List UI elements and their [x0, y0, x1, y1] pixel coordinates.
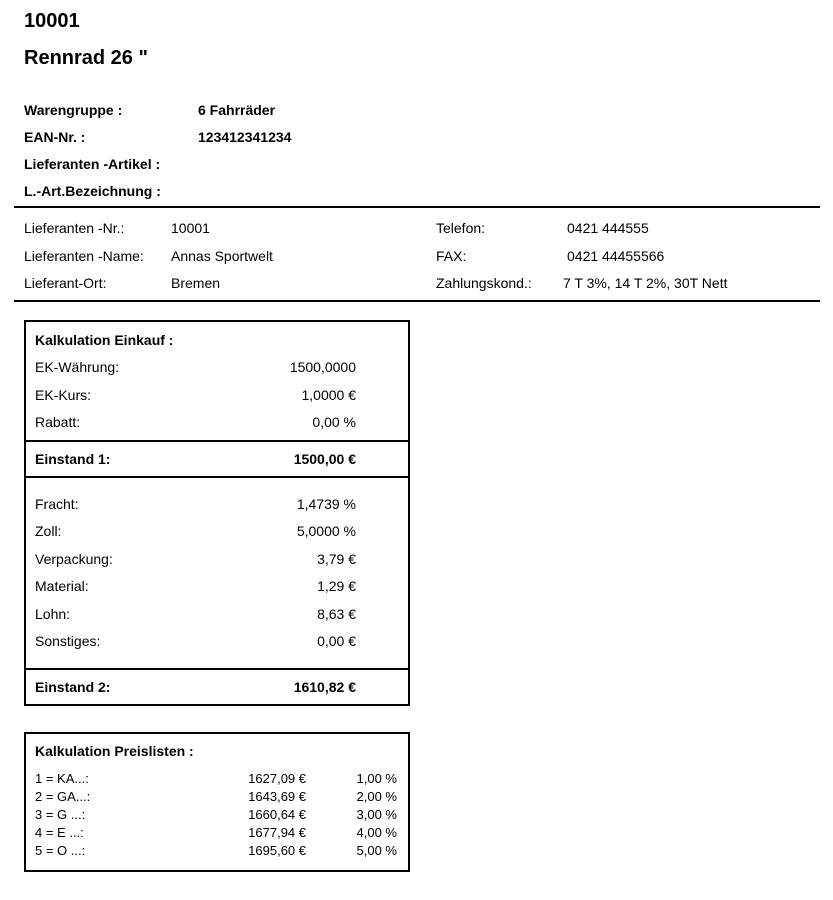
preisliste-label: 1 = KA...: [35, 771, 89, 786]
einkauf-label: Lohn: [35, 606, 71, 622]
einkauf-label: EK-Kurs: [35, 387, 92, 403]
supplier-label: FAX: [436, 248, 467, 264]
info-label: L.-Art.Bezeichnung : [24, 183, 161, 199]
divider [14, 300, 820, 302]
info-label: Lieferanten -Artikel : [24, 156, 161, 172]
info-value: 6 Fahrräder [198, 102, 276, 118]
einkauf-value: 8,63 € [317, 606, 356, 622]
box-divider [26, 440, 408, 442]
einkauf-value: 0,00 % [312, 414, 356, 430]
article-name: Rennrad 26 " [24, 47, 148, 69]
divider [14, 206, 820, 208]
preisliste-price: 1677,94 € [248, 825, 306, 840]
einkauf-label: Fracht: [35, 496, 79, 512]
preislisten-box [24, 732, 410, 872]
info-value: 123412341234 [198, 129, 292, 145]
preisliste-label: 4 = E ...: [35, 825, 84, 840]
einkauf-box [24, 320, 410, 706]
preisliste-price: 1660,64 € [248, 807, 306, 822]
supplier-label: Lieferanten -Nr.: [24, 220, 125, 236]
preisliste-label: 2 = GA...: [35, 789, 91, 804]
supplier-value: 10001 [171, 220, 210, 236]
einstand2-label: Einstand 2: [35, 679, 111, 695]
preisliste-percent: 5,00 % [356, 843, 397, 858]
preisliste-percent: 1,00 % [356, 771, 397, 786]
preislisten-title: Kalkulation Preislisten : [35, 743, 194, 759]
einkauf-value: 0,00 € [317, 633, 356, 649]
preisliste-percent: 4,00 % [356, 825, 397, 840]
box-divider [26, 476, 408, 478]
supplier-value: 7 T 3%, 14 T 2%, 30T Nett [563, 275, 728, 291]
supplier-value: 0421 444555 [567, 220, 649, 236]
einkauf-value: 1,29 € [317, 578, 356, 594]
supplier-value: Annas Sportwelt [171, 248, 273, 264]
info-label: Warengruppe : [24, 102, 123, 118]
supplier-label: Telefon: [436, 220, 486, 236]
supplier-value: Bremen [171, 275, 221, 291]
einkauf-value: 5,0000 % [296, 523, 356, 539]
preisliste-price: 1627,09 € [248, 771, 306, 786]
preisliste-label: 3 = G ...: [35, 807, 86, 822]
info-label: EAN-Nr. : [24, 129, 86, 145]
einkauf-value: 1,0000 € [301, 387, 356, 403]
preisliste-price: 1643,69 € [248, 789, 306, 804]
einkauf-label: Zoll: [35, 523, 62, 539]
supplier-label: Lieferanten -Name: [24, 248, 144, 264]
supplier-label: Zahlungskond.: [436, 275, 532, 291]
einstand2-value: 1610,82 € [293, 679, 356, 695]
einkauf-label: EK-Währung: [35, 359, 120, 375]
supplier-label: Lieferant-Ort: [24, 275, 107, 291]
einkauf-label: Sonstiges: [35, 633, 101, 649]
einkauf-label: Rabatt: [35, 414, 81, 430]
preisliste-price: 1695,60 € [248, 843, 306, 858]
box-divider [26, 668, 408, 670]
preisliste-percent: 2,00 % [356, 789, 397, 804]
supplier-value: 0421 44455566 [567, 248, 665, 264]
article-number: 10001 [24, 10, 80, 32]
einkauf-value: 3,79 € [317, 551, 356, 567]
preisliste-label: 5 = O ...: [35, 843, 86, 858]
einkauf-title: Kalkulation Einkauf : [35, 332, 174, 348]
einkauf-value: 1,4739 % [296, 496, 356, 512]
einstand1-label: Einstand 1: [35, 451, 111, 467]
einkauf-value: 1500,0000 [289, 359, 356, 375]
einkauf-label: Verpackung: [35, 551, 113, 567]
einstand1-value: 1500,00 € [293, 451, 356, 467]
einkauf-label: Material: [35, 578, 89, 594]
preisliste-percent: 3,00 % [356, 807, 397, 822]
